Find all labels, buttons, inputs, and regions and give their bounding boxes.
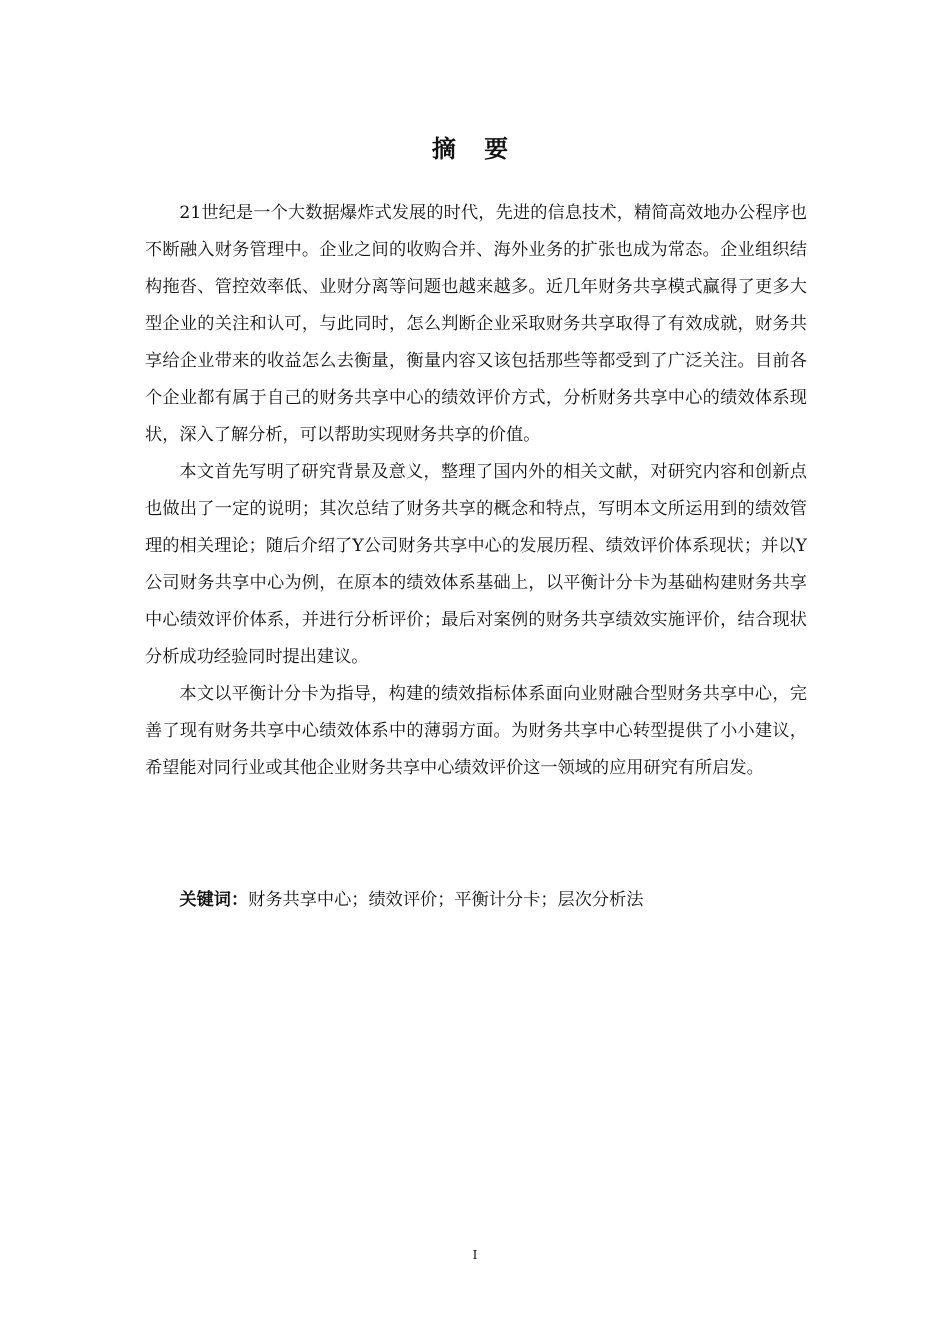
abstract-paragraph-3: 本文以平衡计分卡为指导，构建的绩效指标体系面向业财融合型财务共享中心，完善了现有财务共享中心绩效体系中的薄弱方面。为财务共享中心转型提供了小小建议，希望能对同行业或其他企业财务共享中心绩效评价这一领域的应用研究有所启发。 xyxy=(145,684,807,778)
keywords-line xyxy=(145,882,807,919)
page-number: I xyxy=(472,1248,478,1262)
abstract-body xyxy=(145,195,807,787)
abstract-paragraph-2: 本文首先写明了研究背景及意义，整理了国内外的相关文献，对研究内容和创新点也做出了一定的说明；其次总结了财务共享的概念和特点，写明本文所运用到的绩效管理的相关理论；随后介绍了Y公司财务共享中心的发展历程、绩效评价体系现状；并以Y公司财务共享中心为例，在原本的绩效体系基础上，以平衡计分卡为基础构建财务共享中心绩效评价体系，并进行分析评价；最后对案例的财务共享绩效实施评价，结合现状分析成功经验同时提出建议。 xyxy=(145,462,807,667)
abstract-paragraph-1: 21世纪是一个大数据爆炸式发展的时代，先进的信息技术，精简高效地办公程序也不断融入财务管理中。企业之间的收购合并、海外业务的扩张也成为常态。企业组织结构拖沓、管控效率低、业财分离等问题也越来越多。近几年财务共享模式赢得了更多大型企业的关注和认可，与此同时，怎么判断企业采取财务共享取得了有效成就，财务共享给企业带来的收益怎么去衡量，衡量内容又该包括那些等都受到了广泛关注。目前各个企业都有属于自己的财务共享中心的绩效评价方式，分析财务共享中心的绩效体系现状，深入了解分析，可以帮助实现财务共享的价值。 xyxy=(145,203,807,445)
abstract-title: 摘 要 xyxy=(431,135,519,163)
keywords-text: 财务共享中心；绩效评价；平衡计分卡；层次分析法 xyxy=(248,890,644,910)
keywords-label: 关键词： xyxy=(179,890,249,910)
